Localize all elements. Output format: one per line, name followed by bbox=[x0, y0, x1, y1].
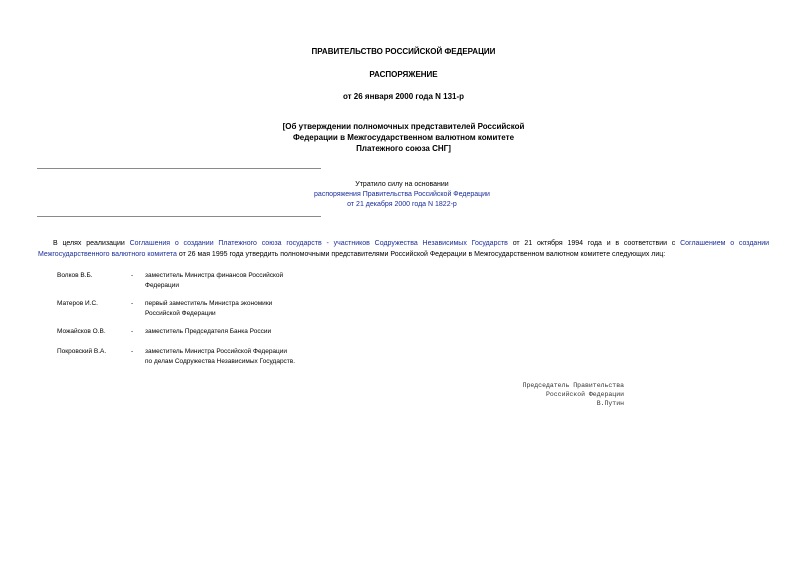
signature-block bbox=[523, 381, 624, 408]
repeal-note-text: Утратило силу на основании bbox=[355, 181, 449, 188]
top-divider bbox=[37, 168, 321, 169]
representative-position: первый заместитель Министра экономики Российской Федерации bbox=[145, 300, 273, 317]
document-date-number: от 26 января 2000 года N 131-р bbox=[342, 92, 465, 101]
signature-name: В.Путин bbox=[596, 400, 624, 407]
representative-dash: - bbox=[131, 348, 134, 355]
document-title-line-1: [Об утверждении полномочных представителей Российской bbox=[282, 122, 525, 131]
representative-name: Волков В.Б. bbox=[57, 272, 93, 279]
bottom-divider bbox=[37, 216, 321, 217]
representative-name: Покровский В.А. bbox=[57, 348, 107, 355]
representative-dash: - bbox=[131, 328, 134, 335]
repeal-link-line-1[interactable]: распоряжения Правительства Российской Федерации bbox=[314, 191, 490, 198]
representative-dash: - bbox=[131, 272, 134, 279]
document-title-line-3: Платежного союза СНГ] bbox=[356, 144, 451, 153]
representative-position: заместитель Министра финансов Российской Федерации bbox=[145, 272, 284, 289]
representative-name: Матеров И.С. bbox=[57, 300, 98, 307]
signature-title-line-2: Российской Федерации bbox=[545, 391, 624, 398]
preamble-text-3: от 26 мая 1995 года утвердить полномочными представителями Российской Федерации в Межгосударственном валютном комитете следующих лиц: bbox=[176, 251, 666, 258]
repeal-note bbox=[290, 180, 514, 210]
document-title-line-2: Федерации в Межгосударственном валютном комитете bbox=[292, 133, 515, 142]
currency-committee-agreement-link[interactable]: Соглашением о создании Межгосударственного валютного комитета bbox=[38, 240, 770, 258]
representative-dash: - bbox=[131, 300, 134, 307]
preamble-text-2: от 21 октября 1994 года и в соответствии с bbox=[507, 240, 681, 247]
representative-name: Можайсков О.В. bbox=[57, 328, 106, 335]
government-heading: ПРАВИТЕЛЬСТВО РОССИЙСКОЙ ФЕДЕРАЦИИ bbox=[311, 47, 496, 56]
representative-position: заместитель Председателя Банка России bbox=[145, 328, 272, 335]
document-type: РАСПОРЯЖЕНИЕ bbox=[369, 70, 438, 79]
signature-title-line-1: Председатель Правительства bbox=[522, 382, 624, 389]
preamble-text-1: В целях реализации bbox=[53, 240, 130, 247]
preamble-paragraph bbox=[38, 238, 769, 260]
repeal-link-line-2[interactable]: от 21 декабря 2000 года N 1822-р bbox=[347, 201, 457, 208]
representative-position: заместитель Министра Российской Федерации по делам Содружества Независимых Государств. bbox=[145, 348, 296, 365]
payment-union-agreement-link[interactable]: Соглашения о создании Платежного союза государств - участников Содружества Независимых Государств bbox=[129, 240, 508, 247]
